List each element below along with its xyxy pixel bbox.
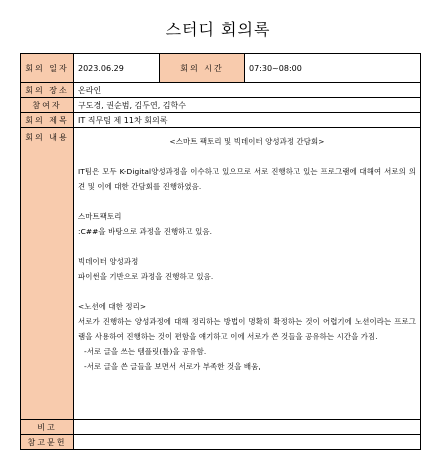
subject-label: 회의 제목 (21, 113, 74, 128)
content-heading: <스마트 팩토리 및 빅데이터 양성과정 간담회> (169, 137, 325, 146)
minutes-table (20, 53, 421, 450)
bigdata-title: 빅데이터 양성과정 (78, 257, 139, 266)
smart-factory-body: :C##을 바탕으로 과정을 진행하고 있음. (78, 227, 213, 236)
notion-bullet-2: -서로 글을 쓴 글들을 보면서 서로가 부족한 것을 배움, (84, 362, 261, 371)
document-title: 스터디 회의록 (165, 20, 271, 39)
smart-factory-title: 스마트팩토리 (78, 212, 122, 221)
attendees-row (21, 98, 421, 113)
time-value: 07:30~08:00 (245, 54, 421, 83)
intro-paragraph: IT팀은 모두 K-Digital양성과정을 이수하고 있으므로 서로 진행하고 있는 프로그램에 대해여 서로의 의견 및 이에 대한 간담회를 진행하였음. (78, 167, 416, 191)
notes-row (21, 420, 421, 435)
time-label: 회의 시간 (160, 54, 245, 83)
date-value: 2023.06.29 (74, 54, 160, 83)
notion-bullet-1: -서로 글을 쓰는 템플릿(틀)을 공유함. (84, 347, 207, 356)
references-value (74, 435, 421, 450)
date-time-row (21, 54, 421, 83)
content-label: 회의 내용 (21, 128, 74, 420)
place-row (21, 83, 421, 98)
notes-value (74, 420, 421, 435)
references-row (21, 435, 421, 450)
subject-value: IT 직무팀 제 11차 회의록 (74, 113, 421, 128)
notes-label: 비고 (21, 420, 74, 435)
meeting-content (78, 134, 416, 374)
subject-row (21, 113, 421, 128)
attendees-label: 참여자 (21, 98, 74, 113)
references-label: 참고문헌 (21, 435, 74, 450)
place-label: 회의 장소 (21, 83, 74, 98)
attendees-value: 구도경, 권순범, 김두연, 김학수 (74, 98, 421, 113)
notion-title: <노션에 대한 정리> (78, 302, 147, 311)
content-row (21, 128, 421, 420)
notion-body: 서로가 진행하는 양성과정에 대해 정리하는 방법이 명확히 확정하는 것이 어렵기에 노션이라는 프로그램을 사용하여 진행하는 것이 편함을 얘기하고 이에 서로가 쓴 것들을 공유하는 시간을 가짐. (78, 317, 416, 341)
bigdata-body: 파이썬을 기반으로 과정을 진행하고 있음. (78, 272, 214, 281)
content-body (74, 128, 421, 420)
date-label: 회의 일자 (21, 54, 74, 83)
place-value: 온라인 (74, 83, 421, 98)
